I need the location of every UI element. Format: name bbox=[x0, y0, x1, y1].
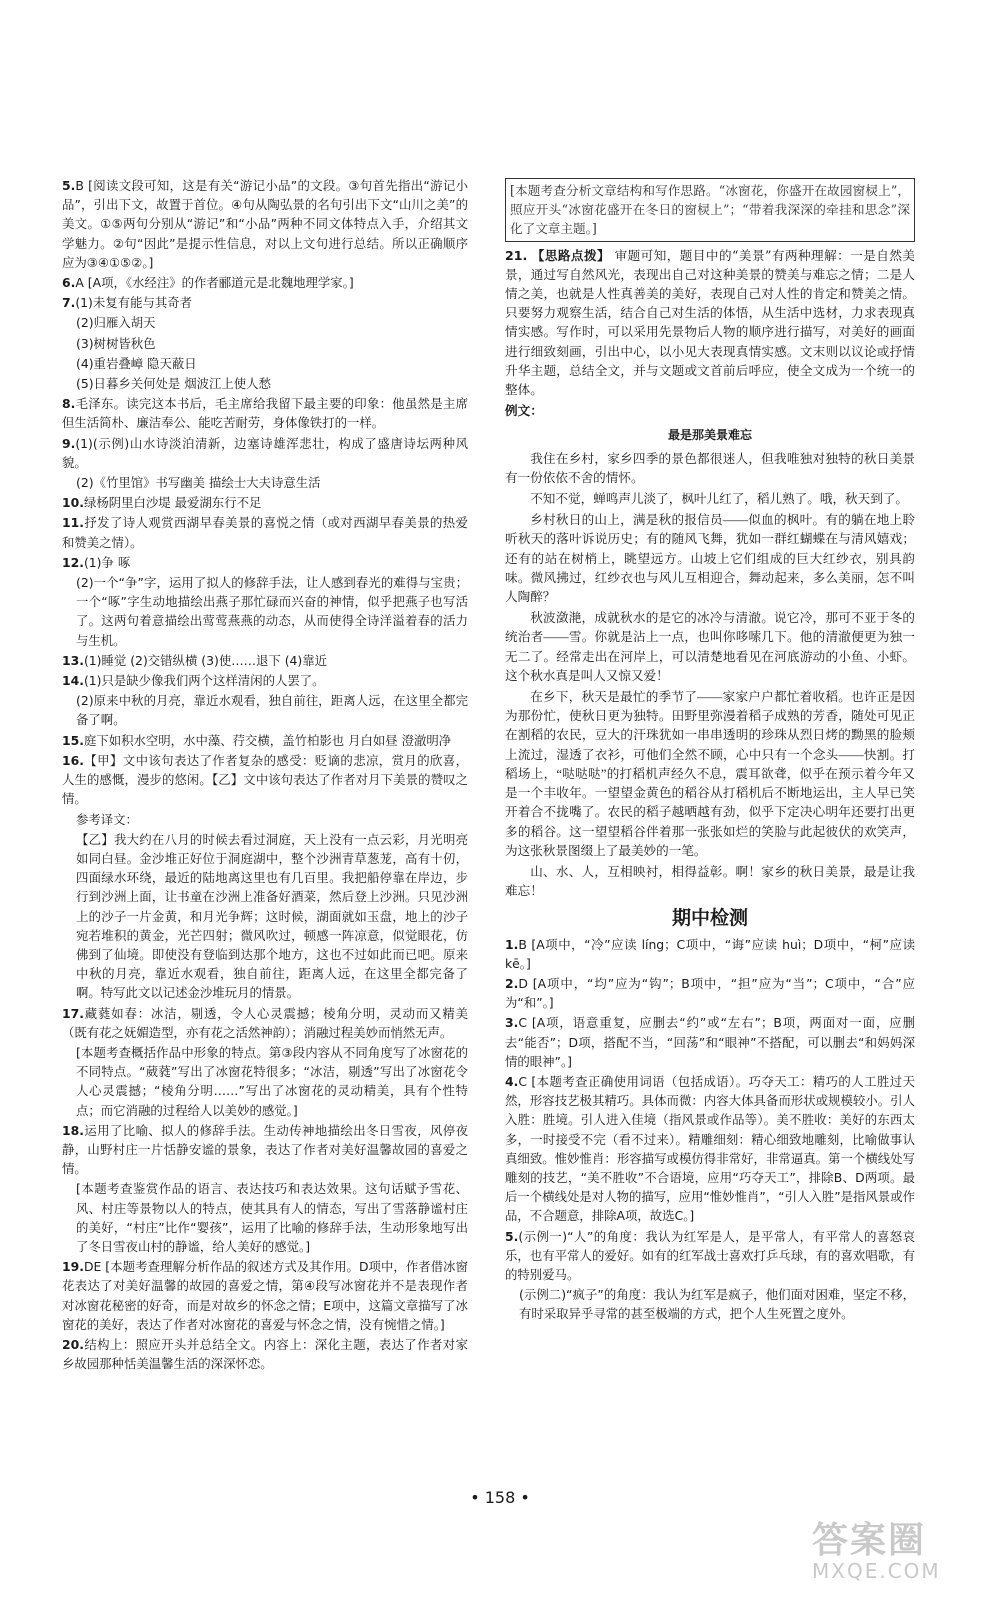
answer-text: [本题考查概括作品中形象的特点。第③段内容从不同角度写了冰窗花的不同特点。“葳蕤”写出了冰窗花特很多；“冰洁，剔透”写出了冰窗花令人心灵震撼；“棱角分明……”写出了冰窗花的灵动精美，具有个性特点；而它消融的过程给人以美妙的感觉。] bbox=[76, 1044, 468, 1118]
watermark-logo: 答案圈 bbox=[812, 1520, 927, 1561]
answer-item bbox=[62, 313, 468, 332]
midterm-heading: 期中检测 bbox=[671, 907, 748, 930]
analysis-note: [本题考查分析文章结构和写作思路。“冰窗花，你盛开在故园窗棂上”，照应开头“冰窗花盛开在冬日的窗棂上”；“带着我深深的牵挂和思念”深化了文章主题。] bbox=[505, 178, 915, 242]
answer-text: 结构上：照应开头并总结全文。内容上：深化主题，表达了作者对家乡故园那种恬美温馨生活的深深怀恋。 bbox=[62, 1336, 468, 1372]
question-number: 21. bbox=[505, 247, 528, 263]
answer-item bbox=[62, 671, 468, 690]
answer-item bbox=[62, 553, 468, 572]
answer-item bbox=[62, 1004, 468, 1042]
question-21 bbox=[505, 246, 915, 400]
answer-item bbox=[62, 830, 468, 1003]
answer-text: B [阅读文段可知，这是有关“游记小品”的文段。③句首先指出“游记小品”，引出下文，故置于首位。④句从陶弘景的名句引出下文“山川之美”的美文。①⑤两句分别从“游记”和“小品”两种不同文体特点入手，介绍其文学魅力。②句“因此”是提示性信息，对以上文句进行总结。所以正确顺序应为③④①⑤②。] bbox=[62, 178, 468, 270]
essay-paragraph: 乡村秋日的山上，满是秋的报信员——似血的枫叶。有的躺在地上聆听秋天的落叶诉说历史；有的随风飞舞，犹如一群红蝴蝶在与清风嬉戏；还有的站在树梢上，眺望远方。山坡上它们组成的巨大红纱衣，别具韵味。微风拂过，红纱衣也与风儿互相迎合，舞动起来，多么美丽，怎不叫人陶醉？ bbox=[505, 513, 915, 605]
answer-number: 20. bbox=[62, 1336, 84, 1352]
answer-text: (示例二)“疯子”的角度：我认为红军是疯子，他们面对困难，坚定不移，有时采取异乎寻常的甚至极端的方式，把个人生死置之度外。 bbox=[519, 1287, 915, 1322]
answer-item bbox=[62, 334, 468, 353]
answer-text: (2)归雁入胡天 bbox=[76, 315, 156, 331]
answer-text: (1)(示例)山水诗淡泊清新，边塞诗雄浑悲壮，构成了盛唐诗坛两种风貌。 bbox=[62, 435, 468, 470]
essay-paragraph: 山、水、人，互相映衬，相得益彰。啊！家乡的秋日美景，最是让我难忘！ bbox=[505, 864, 915, 899]
answer-number: 17. bbox=[62, 1005, 84, 1021]
answer-number: 1. bbox=[505, 936, 519, 952]
answer-number: 8. bbox=[62, 396, 76, 412]
answer-text: (4)重岩叠嶂 隐天蔽日 bbox=[76, 355, 197, 371]
answer-item bbox=[62, 354, 468, 373]
answer-item bbox=[62, 1121, 468, 1179]
essay-body bbox=[505, 450, 915, 902]
answer-item bbox=[62, 691, 468, 729]
essay-paragraph: 不知不觉，蝉鸣声儿淡了，枫叶儿红了，稻儿熟了。哦，秋天到了。 bbox=[530, 492, 908, 507]
answer-number: 14. bbox=[62, 673, 84, 689]
right-column bbox=[505, 176, 915, 1325]
answer-text: (3)树树皆秋色 bbox=[76, 335, 156, 351]
answer-item bbox=[62, 731, 468, 750]
answer-item bbox=[505, 1013, 915, 1071]
answer-item bbox=[62, 176, 468, 272]
watermark bbox=[812, 1512, 972, 1584]
answer-text: C [A项，语意重复，应删去“约”或“左右”；B项，两面对一面，应删去“能否”；D项，搭配不当，“回荡”和“眼神”不搭配，可以删去“和妈妈深情的眼神”。] bbox=[505, 1015, 915, 1069]
answer-item bbox=[62, 394, 468, 432]
answer-text: B [A项中，“冷”应读 líng；C项中，“诲”应读 huì；D项中，“柯”应读 kē。] bbox=[505, 936, 915, 971]
answer-item bbox=[62, 493, 468, 512]
answer-number: 5. bbox=[62, 178, 76, 193]
answer-text: (2)原来中秋的月亮，靠近水观看，独自前往，距离人远，在这里全都完备了啊。 bbox=[76, 693, 468, 728]
answer-item bbox=[505, 974, 915, 1012]
answer-text: (1)未复有能与其奇者 bbox=[75, 295, 193, 311]
example-label: 例文： bbox=[505, 403, 543, 419]
answer-number: 9. bbox=[62, 435, 76, 451]
page-number: • 158 • bbox=[470, 1488, 530, 1507]
answer-number: 18. bbox=[62, 1122, 84, 1138]
answer-item bbox=[62, 1335, 468, 1373]
answer-text: 毛泽东。读完这本书后，毛主席给我留下最主要的印象：他虽然是主席但生活简朴、廉洁奉公、能吃苦耐劳，身体像铁打的一样。 bbox=[62, 396, 468, 431]
answer-text: (示例一)“人”的角度：我认为红军是人，是平常人，有平常人的喜怒哀乐，也有平常人的爱好。如有的红军战士喜欢打乒乓球，有的喜欢唱歌，有的特别爱马。 bbox=[505, 1228, 915, 1282]
answer-number: 7. bbox=[62, 295, 76, 311]
essay-paragraph: 我住在乡村，家乡四季的景色都很迷人，但我唯独对独特的秋日美景有一份依依不舍的情怀。 bbox=[505, 451, 915, 485]
answer-number: 10. bbox=[62, 495, 84, 511]
answer-text: 抒发了诗人观赏西湖早春美景的喜悦之情（或对西湖早春美景的热爱和赞美之情）。 bbox=[62, 515, 468, 550]
answer-text: 绿杨阴里白沙堤 最爱湖东行不足 bbox=[83, 495, 262, 511]
answer-item bbox=[62, 573, 468, 650]
answer-text: 藏蕤如春：冰洁，剔透，令人心灵震撼；棱角分明，灵动而又精美（既有花之妩媚造型，亦有花之活然神韵）；消融过程美妙而悄然无声。 bbox=[62, 1005, 468, 1040]
answer-item bbox=[505, 1285, 915, 1323]
answer-number: 11. bbox=[62, 515, 84, 531]
answer-number: 3. bbox=[505, 1015, 519, 1031]
answer-item bbox=[62, 513, 468, 551]
answer-text: D [A项中，“均”应为“钩”；B项中，“担”应为“当”；C项中，“合”应为“和”。] bbox=[505, 975, 915, 1011]
answer-text: (2)一个“争”字，运用了拟人的修辞手法，让人感到春光的难得与宝贵；一个“啄”字生动地描绘出燕子那忙碌而兴奋的神情，似乎把燕子也写活了。这两句着意描绘出莺莺燕燕的动态，从而使得全诗洋溢着春的活力与生机。 bbox=[76, 575, 468, 648]
midterm-answers bbox=[505, 935, 915, 1324]
answer-item bbox=[62, 810, 468, 829]
answer-number: 15. bbox=[62, 732, 84, 748]
answer-text: 运用了比喻、拟人的修辞手法。生动传神地描绘出冬日雪夜，风停夜静，山野村庄一片恬静安谧的景象，表达了作者对美好温馨故园的喜爱之情。 bbox=[62, 1122, 468, 1177]
essay-title: 最是那美景难忘 bbox=[667, 428, 752, 443]
answer-item bbox=[62, 1257, 468, 1334]
answer-number: 4. bbox=[505, 1073, 519, 1089]
answer-number: 12. bbox=[62, 554, 84, 570]
question-text: 审题可知，题目中的“美景”有两种理解：一是自然美景，通过写自然风光，表现出自己对这种美景的赞美与难忘之情；二是人情之美，也就是人性真善美的美好，表现自己对人性的肯定和赞美之情。只要努力观察生活，结合自己对生活的体悟，从生活中选材，力求表现真情实感。写作时，可以采用先景物后人物的顺序进行描写，对美好的画面进行细致刻画，引出中心，以小见大表现真情实感。文末则以议论或抒情升华主题，总结全文，并与文题或文首前后呼应，使全文成为一个统一的整体。 bbox=[505, 247, 915, 398]
answer-text: (1)睡觉 (2)交错纵横 (3)使……退下 (4)靠近 bbox=[83, 652, 328, 668]
answer-item bbox=[505, 1072, 915, 1226]
answer-text: 【甲】文中该句表达了作者复杂的感受：贬谪的悲凉，赏月的欣喜，人生的感慨，漫步的悠闲。【乙】文中该句表达了作者对月下美景的赞叹之情。 bbox=[62, 752, 468, 807]
answer-item bbox=[62, 1043, 468, 1120]
answer-item bbox=[505, 1227, 915, 1285]
answer-number: 2. bbox=[505, 975, 519, 991]
answer-number: 16. bbox=[62, 752, 84, 768]
answer-item bbox=[505, 935, 915, 973]
answer-item bbox=[62, 651, 468, 670]
left-column bbox=[62, 176, 468, 1374]
answer-item bbox=[62, 473, 468, 492]
answer-item bbox=[62, 374, 468, 393]
answer-text: DE [本题考查理解分析作品的叙述方式及其作用。D项中，作者借冰窗花表达了对美好温馨的故园的喜爱之情，第④段写冰窗花并不是表现作者对冰窗花秘密的好奇，而是对故乡的怀念之情；E项中，这篇文章描写了冰窗花的美好，表达了作者对冰窗花的喜爱与怀念之情，没有惋惜之情。] bbox=[62, 1259, 468, 1332]
answer-text: (1)争 啄 bbox=[83, 554, 131, 570]
answer-item bbox=[62, 273, 468, 292]
hint-label: 【思路点拨】 bbox=[531, 247, 611, 263]
answer-text: (1)只是缺少像我们两个这样清闲的人罢了。 bbox=[83, 673, 325, 689]
answer-item bbox=[62, 751, 468, 809]
answer-item bbox=[62, 434, 468, 472]
answer-number: 19. bbox=[62, 1259, 84, 1275]
answer-text: [本题考查鉴赏作品的语言、表达技巧和表达效果。这句话赋予雪花、风、村庄等景物以人的特点，使其具有人的情态，写出了雪落静谧村庄的美好，“村庄”比作“婴孩”，运用了比喻的修辞手法，生动形象地写出了冬日雪夜山村的静谧，给人美好的感觉。] bbox=[76, 1181, 468, 1254]
watermark-url: MXQE.COM bbox=[812, 1559, 941, 1583]
answer-item bbox=[62, 1179, 468, 1256]
answer-number: 13. bbox=[62, 652, 84, 668]
answer-text: C [本题考查正确使用词语（包括成语）。巧夺天工：精巧的人工胜过天然，形容技艺极其精巧。具体而微：内容大体具备而形状或规模较小。引人入胜：胜境。引人进入佳境（指风景或作品等）。美不胜收：美好的东西太多，一时接受不完（看不过来）。精雕细刻：精心细致地雕刻，比喻做事认真细致。惟妙惟肖：形容描写或模仿得非常好，非常逼真。第一个横线处写雕刻的技艺，“美不胜收”不合语境，应用“巧夺天工”，排除B、D两项。最后一个横线处是对人物的描写，应用“惟妙惟肖”，“引人入胜”是指风景或作品，不合题意，排除A项，故选C。] bbox=[505, 1073, 915, 1224]
answer-text: 参考译文： bbox=[76, 811, 138, 827]
answer-text: (2)《竹里馆》书写幽美 描绘士大夫诗意生活 bbox=[76, 475, 321, 491]
answer-text: 【乙】我大约在八月的时候去看过洞庭，天上没有一点云彩，月光明亮如同白昼。金沙堆正好位于洞庭湖中，整个沙洲青草葱茏，高有十仞，四面绿水环绕，最近的陆地离这里也有几百里。我把船停靠在岸边，步行到沙洲上面，让书童在沙洲上准备好酒菜，然后登上沙洲。只见沙洲上的沙子一片金黄，和月光争辉；这时候，湖面就如玉盘，地上的沙子宛若堆积的黄金，光芒四射；微风吹过，顿感一阵凉意，似觉眼花，仿佛到了仙境。即使没有登临到达那个地方，这也不过如此而已吧。原来中秋的月亮，靠近水观看，独自前往，距离人远，在这里全都完备了啊。特写此文以记述金沙堆玩月的情景。 bbox=[76, 831, 468, 1001]
answer-text: (5)日暮乡关何处是 烟波江上使人愁 bbox=[76, 376, 271, 392]
answer-number: 5. bbox=[505, 1228, 519, 1244]
answer-text: 庭下如积水空明，水中藻、荇交横，盖竹柏影也 月白如昼 澄澈明净 bbox=[83, 732, 452, 748]
essay-paragraph: 秋波潋滟，成就秋水的是它的冰冷与清澈。说它冷，那可不亚于冬的统治者——雪。你就是沾上一点，也叫你哆嗦几下。他的清澈便更为独一无二了。经常走出在河岸上，可以清楚地看见在河底游动的小鱼、小虾。这个秋水真是叫人又惊又爱！ bbox=[505, 611, 915, 683]
answer-number: 6. bbox=[62, 275, 76, 291]
answer-item bbox=[62, 293, 468, 312]
answer-text: A [A项，《水经注》的作者郦道元是北魏地理学家。] bbox=[75, 275, 354, 291]
essay-paragraph: 在乡下，秋天是最忙的季节了——家家户户都忙着收稻。也许正是因为那份忙，使秋日更为独特。田野里弥漫着稻子成熟的芳香，随处可见正在割稻的农民，豆大的汗珠犹如一串串透明的珍珠从烈日烤的黝黑的脸颊上流过，湿透了衣衫，可他们全然不顾，心中只有一个念头——快割。打稻场上，“哒哒哒”的打稻机声经久不息，震耳欲聋，似乎在预示着今年又是一个丰收年。一望望金黄色的稻谷从打稻机后不断地运出，主人早已笑开着合不拢嘴了。农民的稻子越晒越有劲，似乎下定决心明年还要打出更多的稻谷。这一望望稻谷伴着那一张张如烂的笑脸与此起彼伏的欢笑声，为这张秋景图缀上了最美妙的一笔。 bbox=[505, 690, 915, 858]
